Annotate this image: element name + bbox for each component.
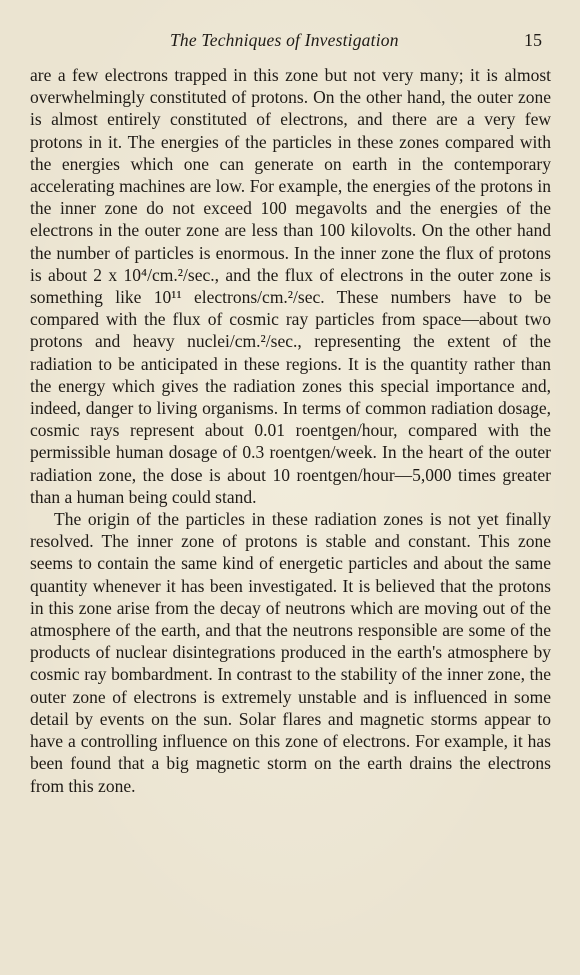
paragraph-continued: are a few electrons trapped in this zone but not very many; it is almost overwhelmingly constituted of protons. On the other hand, the outer zone is almost entirely constituted of electrons, and there are a very few protons in it. The energies of the particles in these zones compared with the energies which one can generate on earth in the contemporary accelerating machines are low. For example, the energies of the protons in the inner zone do not exceed 100 megavolts and the energies of the electrons in the outer zone are less than 100 kilovolts. On the other hand the number of particles is enormous. In the inner zone the flux of protons is about 2 x 10⁴/cm.²/sec., and the flux of electrons in the outer zone is something like 10¹¹ electrons/cm.²/sec. These numbers have to be compared with the flux of cosmic ray particles from space—about two protons and heavy nuclei/cm.²/sec., representing the extent of the radiation to be anticipated in these regions. It is the quantity rather than the energy which gives the radiation zones this special importance and, indeed, danger to living organisms. In terms of common radiation dosage, cosmic rays represent about 0.01 roentgen/hour, compared with the permissible human dosage of 0.3 roentgen/week. In the heart of the outer radiation zone, the dose is about 10 roentgen/hour—5,000 times greater than a human being could stand. (30, 65, 551, 507)
running-head (30, 30, 550, 58)
paragraph-origin: The origin of the particles in these radiation zones is not yet finally resolved. The inner zone of protons is stable and constant. This zone seems to contain the same kind of energetic particles and about the same quantity whenever it has been investigated. It is believed that the protons in this zone arise from the decay of neutrons which are moving out of the atmosphere of the earth, and that the neutrons responsible are some of the products of nuclear disintegrations produced in the earth's atmosphere by cosmic ray bombardment. In contrast to the stability of the inner zone, the outer zone of electrons is extremely unstable and is influenced in some detail by events on the sun. Solar flares and magnetic storms appear to have a controlling influence on this zone of electrons. For example, it has been found that a big magnetic storm on the earth drains the electrons from this zone. (30, 509, 551, 796)
running-title: The Techniques of Investigation (170, 30, 399, 50)
page-number: 15 (524, 30, 542, 50)
body-text (30, 64, 551, 797)
